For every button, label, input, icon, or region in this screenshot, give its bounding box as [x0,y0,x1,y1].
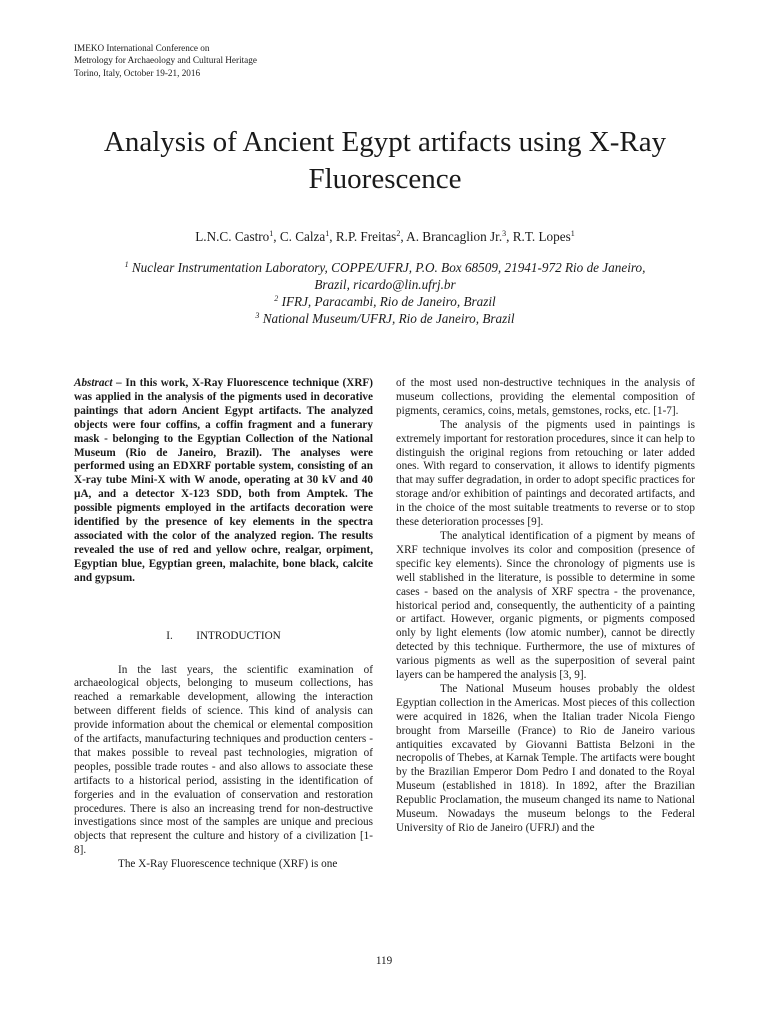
section-heading [74,630,373,644]
paragraph: In the last years, the scientific examination of archaeological objects, belonging to museum collections, has reached a remarkable development, allowing the interaction between different fields of science. This kind of analysis can provide information about the chemical or elemental composition of the artifacts, manufacturing techniques and production centers - that makes possible to reveal past technologies, migration of peoples, possible trade routes - and also allows to associate these artifacts to a historical period, assisting in the identification of forgeries and in the evaluation of conservation and restoration procedures. There is also an increasing trend for non-destructive investigations since most of the samples are unique and precious objects that represent the culture and history of a civilization [1-8]. [74,663,373,857]
conference-header-line: Torino, Italy, October 19-21, 2016 [74,67,201,78]
author-name: , R.T. Lopes [506,229,571,244]
affiliation-marker: 1 [124,260,129,269]
author-name: , C. Calza [273,229,326,244]
affiliation-text: IFRJ, Paracambi, Rio de Janeiro, Brazil [278,294,496,309]
author-list [40,228,730,245]
affiliation-marker: 2 [396,229,401,238]
affiliations [40,259,730,327]
author-name: , A. Brancaglion Jr. [400,229,503,244]
affiliation-line: Brazil, ricardo@lin.ufrj.br [314,277,456,292]
paper-title-line: Fluorescence [308,163,462,195]
abstract [74,377,373,586]
conference-header [74,42,257,79]
affiliation-marker: 3 [255,311,260,320]
right-column [396,377,695,836]
left-column [74,377,373,872]
paragraph: of the most used non-destructive techniques in the analysis of museum collections, providing the elemental composition of pigments, ceramics, coins, metals, gemstones, rocks, etc. [1-7]. [396,377,695,417]
abstract-label: Abstract – [74,377,122,389]
conference-header-line: IMEKO International Conference on [74,43,210,53]
paper-title [40,124,730,198]
affiliation-line [40,310,730,327]
affiliation-marker: 3 [502,229,507,238]
affiliation-marker: 1 [570,229,575,238]
abstract-text: In this work, X-Ray Fluorescence technique (XRF) was applied in the analysis of the pigments used in decorative paintings that adorn Ancient Egypt artifacts. The analyzed objects were four coffins, a coffin fragment and a funerary mask - belonging to the Egyptian Collection of the National Museum (Rio de Janeiro, Brazil). The analyses were performed using an EDXRF portable system, consisting of an X-ray tube Mini-X with W anode, operating at 30 kV and 40 µA, and a detector X-123 SDD, both from Amptek. The possible pigments employed in the artifacts decoration were identified by the presence of key elements in the spectra associated with the color of the analyzed region. The results revealed the use of red and yellow ochre, realgar, orpiment, Egyptian blue, Egyptian green, malachite, bone black, calcite and gypsum. [74,377,373,584]
paragraph: The analytical identification of a pigment by means of XRF technique involves its color and composition (presence of specific key elements). Since the chronology of pigments use is well stablished in the literature, is possible to determine in some cases - based on the analysis of XRF spectra - the provenance, historical period and, consequently, the authenticity of a painting or artifact. However, organic pigments, or pigments composed only by light elements (low atomic number), cannot be directly detected by this technique. Furthermore, the use of mixtures of various pigments as well as the superposition of several paint layers can be hampered the analysis [3, 9]. [396,529,695,682]
section-title: INTRODUCTION [196,629,281,642]
affiliation-marker: 2 [274,294,279,303]
author-name: L.N.C. Castro [195,229,270,244]
section-number: I. [166,629,173,642]
affiliation-line [40,259,730,276]
conference-header-line: Metrology for Archaeology and Cultural Heritage [74,55,257,66]
affiliation-marker: 1 [325,229,330,238]
affiliation-line [40,293,730,310]
author-name: , R.P. Freitas [329,229,397,244]
page-number: 119 [375,955,393,967]
affiliation-text: National Museum/UFRJ, Rio de Janeiro, Brazil [259,311,515,326]
paper-title-line: Analysis of Ancient Egypt artifacts using X-Ray [103,126,667,158]
paragraph: The X-Ray Fluorescence technique (XRF) is one [118,858,338,871]
affiliation-text: Nuclear Instrumentation Laboratory, COPPE/UFRJ, P.O. Box 68509, 21941-972 Rio de Janeiro, [128,260,646,275]
paragraph: The National Museum houses probably the oldest Egyptian collection in the Americas. Most pieces of this collection were acquired in 1826, when the Italian trader Nicola Fiengo brought from Marseille (France) to Rio de Janeiro various antiquities excavated by Giovanni Battista Belzoni in the necropolis of Thebes, at Karnak Temple. The artifacts were bought by the Brazilian Emperor Dom Pedro I and donated to the Royal Museum (established in 1818). In 1892, after the Brazilian Republic Proclamation, the museum changed its name to National Museum. Nowadays the museum belongs to the Federal University of Rio de Janeiro (UFRJ) and the [396,682,696,834]
affiliation-marker: 1 [269,229,274,238]
paragraph: The analysis of the pigments used in paintings is extremely important for restoration procedures, since it can help to distinguish the original regions from retouching or later added ones. With regard to conservation, it allows to identify pigments that may suffer degradation, in order to adopt specific practices for storage and/or exhibition of paintings and decorated artifacts, and in the choice of the most suitable treatments to reverse or to stop these deterioration processes [9]. [396,418,695,529]
